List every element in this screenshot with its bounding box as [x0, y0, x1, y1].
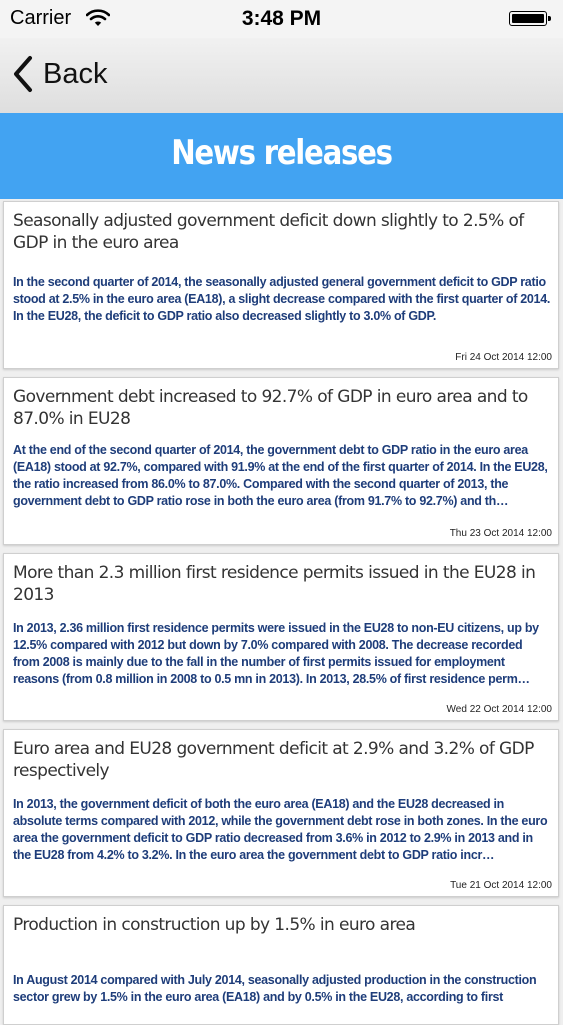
back-label: Back	[43, 57, 108, 90]
news-item[interactable]	[3, 201, 559, 369]
news-item[interactable]	[3, 729, 559, 897]
news-title: Euro area and EU28 government deficit at 2.9% and 3.2% of GDP respectively	[13, 739, 534, 781]
page-title: News releases	[171, 133, 392, 173]
news-title: Government debt increased to 92.7% of GDP in euro area and to 87.0% in EU28	[13, 387, 528, 429]
news-summary: In 2013, 2.36 million first residence permits were issued in the EU28 to non-EU citizens, up by 12.5% compared with 2012 but down by 7.0% compared with 2008. The decrease recorded from 2008 is mainly due to the fall in the number of first permits issued for employment reasons (from 0.8 million in 2008 to 0.5 mn in 2013). In 2013, 28.5% of first residence perm…	[13, 621, 539, 686]
news-date: Wed 22 Oct 2014 12:00	[446, 704, 552, 715]
news-summary: In the second quarter of 2014, the seasonally adjusted general government deficit to GDP ratio stood at 2.5% in the euro area (EA18), a slight decrease compared with the first quarter of 2014. In the EU28, the deficit to GDP ratio also decreased slightly to 3.0% of GDP.	[13, 275, 551, 323]
navigation-bar	[0, 38, 563, 113]
battery-icon	[509, 11, 547, 26]
news-item[interactable]	[3, 553, 559, 721]
news-date: Thu 23 Oct 2014 12:00	[449, 528, 552, 539]
news-summary: In August 2014 compared with July 2014, seasonally adjusted production in the construction sector grew by 1.5% in the euro area (EA18) and by 0.5% in the EU28, according to first	[13, 973, 537, 1004]
news-item[interactable]	[3, 377, 559, 545]
page-header	[0, 113, 563, 199]
news-summary: In 2013, the government deficit of both the euro area (EA18) and the EU28 decreased in absolute terms compared with 2012, while the government debt rose in both zones. In the euro area the government deficit to GDP ratio decreased from 3.6% in 2012 to 2.9% in 2013 and in the EU28 from 4.2% to 3.2%. In the euro area the government debt to GDP ratio incr…	[13, 797, 548, 862]
back-button[interactable]	[12, 52, 107, 96]
status-bar	[0, 0, 563, 38]
news-date: Tue 21 Oct 2014 12:00	[450, 880, 552, 891]
news-title: More than 2.3 million first residence permits issued in the EU28 in 2013	[13, 563, 536, 605]
news-item[interactable]	[3, 905, 559, 1025]
news-title: Production in construction up by 1.5% in euro area	[13, 915, 416, 935]
clock: 3:48 PM	[241, 7, 322, 30]
carrier-label: Carrier	[10, 7, 72, 29]
news-date: Fri 24 Oct 2014 12:00	[455, 352, 552, 363]
news-title: Seasonally adjusted government deficit down slightly to 2.5% of GDP in the euro area	[13, 211, 524, 253]
news-summary: At the end of the second quarter of 2014, the government debt to GDP ratio in the euro area (EA18) stood at 92.7%, compared with 91.9% at the end of the first quarter of 2014. In the EU28, the ratio increased from 86.0% to 87.0%. Compared with the second quarter of 2013, the government debt to GDP ratio rose in both the euro area (from 91.7% to 92.7%) and th…	[13, 443, 548, 508]
chevron-left-icon	[12, 55, 34, 93]
